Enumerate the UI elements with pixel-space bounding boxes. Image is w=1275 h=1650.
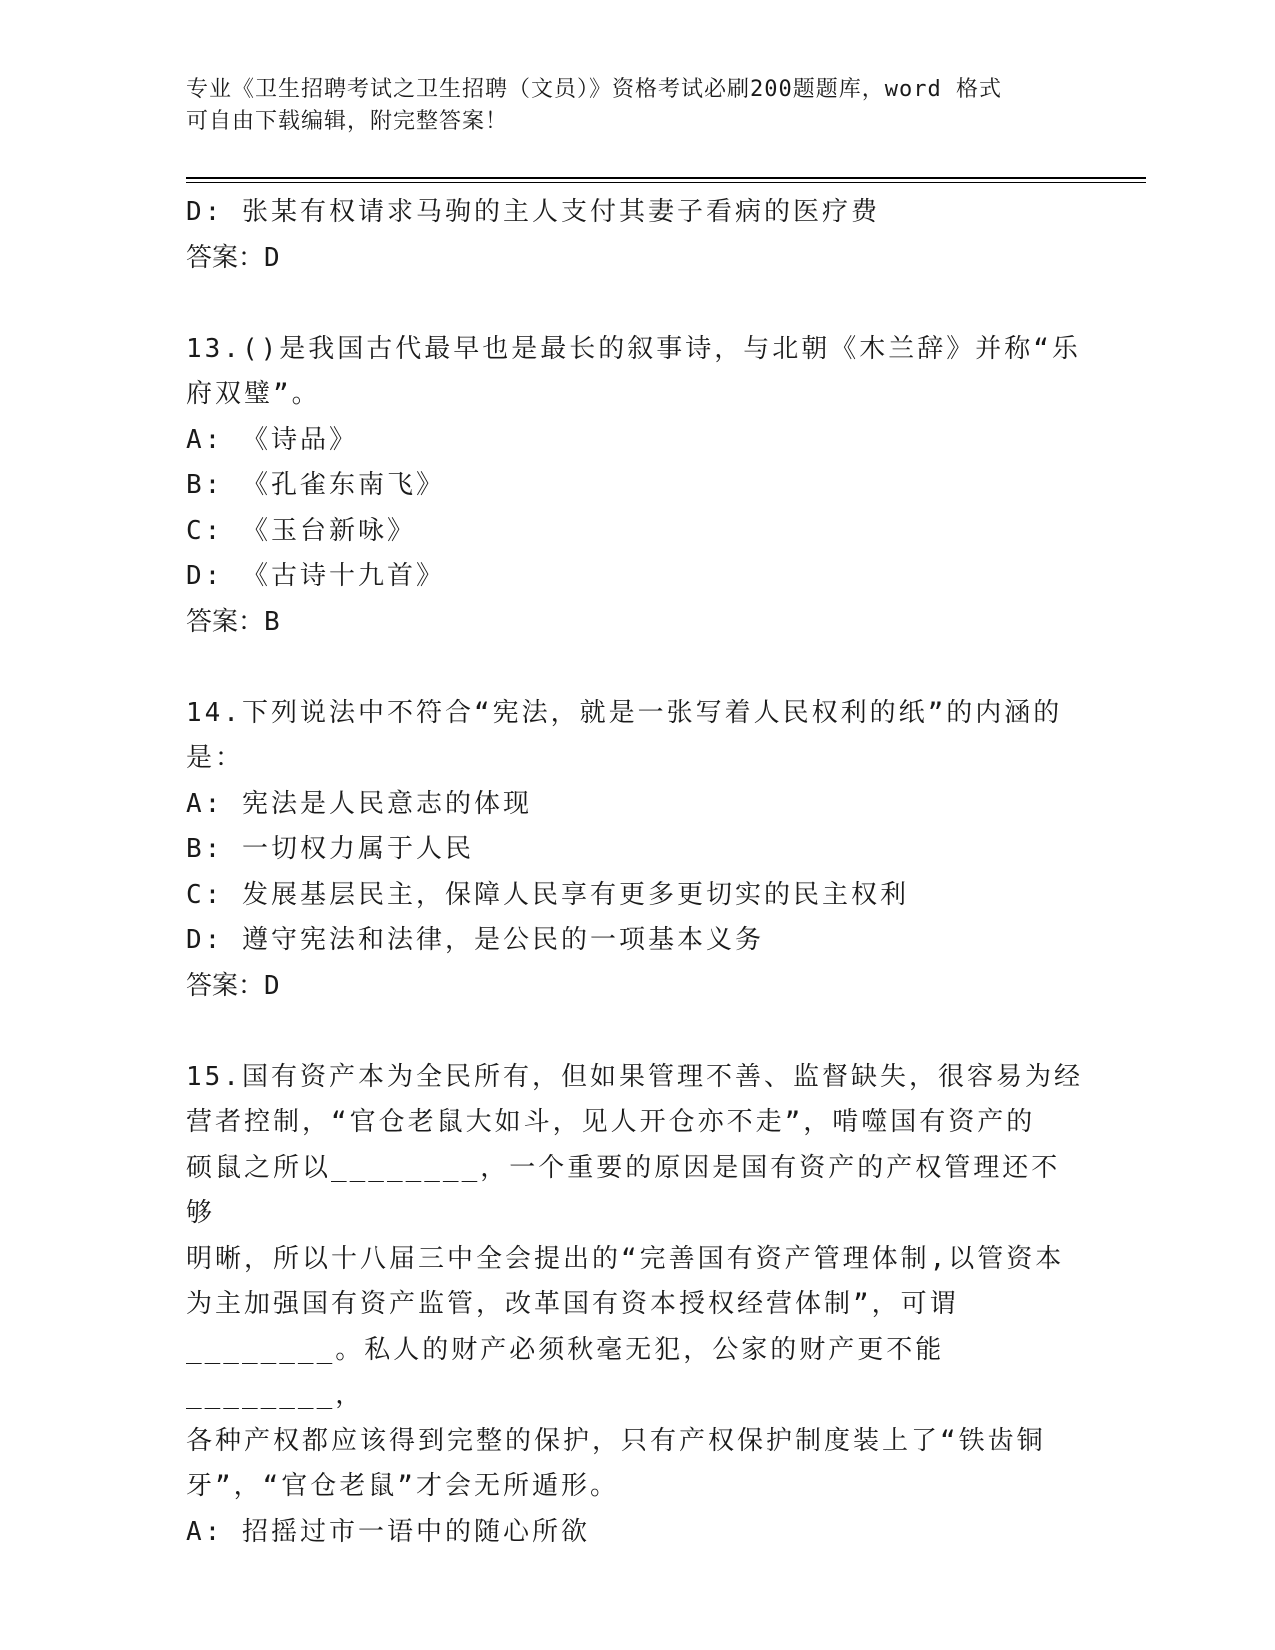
question-stem: 牙”，“官仓老鼠”才会无所遁形。 bbox=[186, 1471, 619, 1501]
question-13 bbox=[186, 327, 1086, 646]
question-stem: ________。私人的财产必须秋毫无犯，公家的财产更不能________， bbox=[186, 1334, 945, 1410]
header-divider-thick bbox=[186, 177, 1146, 179]
document-header bbox=[186, 74, 1086, 138]
question-15 bbox=[186, 1055, 1086, 1556]
question-stem: 硕鼠之所以________，一个重要的原因是国有资产的产权管理还不够 bbox=[186, 1152, 1061, 1228]
question-stem: 15.国有资产本为全民所有，但如果管理不善、监督缺失，很容易为经 bbox=[186, 1061, 1083, 1092]
question-stem: 13.()是我国古代最早也是最长的叙事诗，与北朝《木兰辞》并称“乐 bbox=[186, 333, 1081, 364]
option-d: D: 《古诗十九首》 bbox=[186, 561, 445, 591]
answer-value: B bbox=[264, 606, 280, 637]
question-stem: 营者控制，“官仓老鼠大如斗，见人开仓亦不走”，啃噬国有资产的 bbox=[186, 1107, 1036, 1137]
option-d: D: 张某有权请求马驹的主人支付其妻子看病的医疗费 bbox=[186, 197, 880, 227]
option-b: B: 《孔雀东南飞》 bbox=[186, 470, 445, 500]
question-stem: 各种产权都应该得到完整的保护，只有产权保护制度装上了“铁齿铜 bbox=[186, 1425, 1046, 1456]
header-line-2: 可自由下载编辑，附完整答案！ bbox=[186, 109, 509, 134]
document-body bbox=[186, 190, 1086, 1555]
answer-line bbox=[186, 600, 1086, 646]
question-stem: 14.下列说法中不符合“宪法，就是一张写着人民权利的纸”的内涵的 bbox=[186, 697, 1063, 728]
option-b: B: 一切权力属于人民 bbox=[186, 834, 474, 864]
question-stem: 明晰，所以十八届三中全会提出的“完善国有资产管理体制,以管资本 bbox=[186, 1243, 1065, 1274]
option-c: C: 《玉台新咏》 bbox=[186, 515, 416, 546]
option-a: A: 招摇过市一语中的随心所欲 bbox=[186, 1516, 590, 1547]
answer-label: 答案： bbox=[186, 606, 265, 637]
question-14 bbox=[186, 691, 1086, 1010]
header-divider-thin bbox=[186, 182, 1146, 183]
question-stem: 为主加强国有资产监管，改革国有资本授权经营体制”，可谓 bbox=[186, 1289, 959, 1319]
header-line-1: 专业《卫生招聘考试之卫生招聘（文员）》资格考试必刷200题题库，word 格式 bbox=[186, 77, 1002, 102]
previous-question-tail bbox=[186, 190, 1086, 281]
option-c: C: 发展基层民主，保障人民享有更多更切实的民主权利 bbox=[186, 879, 909, 910]
option-a: A: 宪法是人民意志的体现 bbox=[186, 788, 532, 819]
answer-label: 答案： bbox=[186, 242, 265, 273]
option-a: A: 《诗品》 bbox=[186, 424, 358, 455]
answer-value: D bbox=[264, 242, 280, 273]
answer-line bbox=[186, 236, 1086, 282]
question-stem: 府双璧”。 bbox=[186, 379, 321, 409]
option-d: D: 遵守宪法和法律，是公民的一项基本义务 bbox=[186, 925, 764, 955]
answer-line bbox=[186, 964, 1086, 1010]
answer-value: D bbox=[264, 970, 280, 1001]
answer-label: 答案： bbox=[186, 970, 265, 1001]
question-stem: 是： bbox=[186, 743, 245, 773]
